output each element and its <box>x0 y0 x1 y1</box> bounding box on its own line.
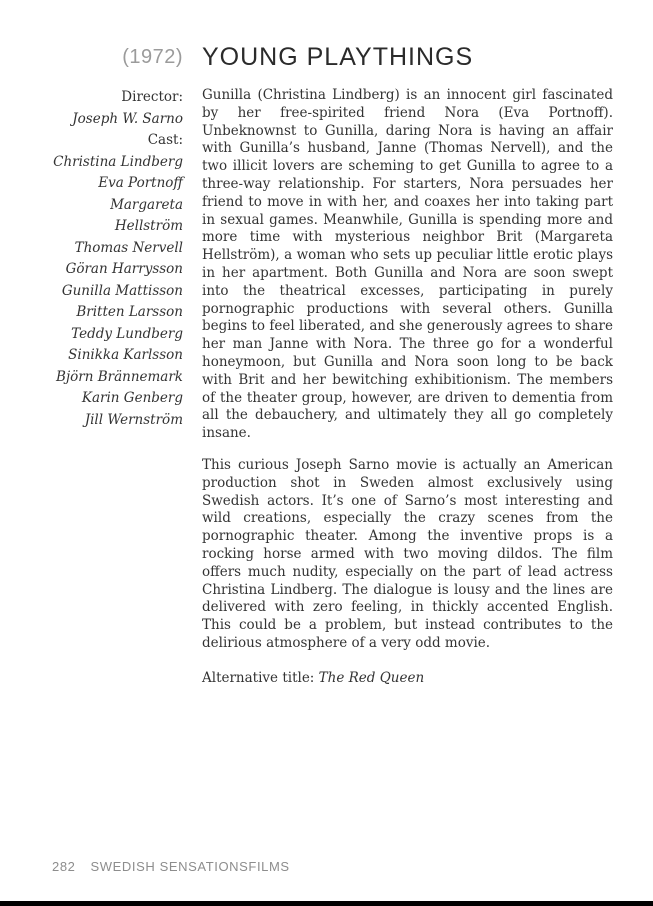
review-paragraph: This curious Joseph Sarno movie is actually an American production shot in Sweden almost exclusively using Swedish actors. It’s one of Sarno’s most interesting and wild creations, especially the crazy scenes from the pornographic theater. Among the inventive props is a rocking horse armed with two moving dildos. The film offers much nudity, especially on the part of lead actress Christina Lindberg. The dialogue is lousy and the lines are delivered with zero feeling, in thickly accented English. This could be a problem, but instead contributes to the delirious atmosphere of a very odd movie. <box>202 456 613 651</box>
cast-member-name: Sinikka Karlsson <box>68 347 183 363</box>
page-number: 282 <box>52 859 76 874</box>
alternative-title-line <box>202 670 613 688</box>
cast-member-name: Teddy Lundberg <box>71 325 183 342</box>
cast-label: Cast: <box>147 132 183 148</box>
director-name: Joseph W. Sarno <box>72 110 183 127</box>
bottom-black-bar <box>0 901 653 906</box>
cast-member-name: Thomas Nervell <box>74 239 183 256</box>
cast-member-name: Gunilla Mattisson <box>61 282 183 299</box>
film-year: (1972) <box>122 46 183 68</box>
credits-column <box>50 44 183 688</box>
cast-member-name: Jill Wernström <box>84 411 183 428</box>
director-label: Director: <box>121 89 183 105</box>
credits-block <box>50 87 183 431</box>
alternative-title-value: The Red Queen <box>318 669 425 686</box>
cast-member-name: Karin Genberg <box>81 390 183 406</box>
cast-member-name: Eva Portnoff <box>98 175 183 191</box>
cast-member-name: Björn Brännemark <box>56 368 183 385</box>
page-footer <box>52 859 290 874</box>
synopsis-paragraph: Gunilla (Christina Lindberg) is an innocent girl fascinated by her free-spirited friend Nora (Eva Portnoff). Unbeknownst to Gunilla, daring Nora is having an affair with Gunilla’s husband, Janne (Thomas Nervell), and the two illicit lovers are scheming to get Gunilla to agree to a three-way relationship. For starters, Nora persuades her friend to move in with her, and coaxes her into taking part in sexual games. Meanwhile, Gunilla is spending more and more time with mysterious neighbor Brit (Margareta Hellström), a woman who sets up peculiar little erotic plays in her apartment. Both Gunilla and Nora are soon swept into the theatrical excesses, participating in purely pornographic productions with several others. Gunilla begins to feel liberated, and she generously agrees to share her man Janne with Nora. The three go for a wonderful honeymoon, but Gunilla and Nora soon long to be back with Brit and her bewitching exhibitionism. The members of the theater group, however, are driven to dementia from all the debauchery, and ultimately they all go completely insane. <box>202 87 613 442</box>
cast-member-name: Britten Larsson <box>76 304 183 320</box>
cast-member-name: Christina Lindberg <box>53 153 183 170</box>
cast-member-name: Göran Harrysson <box>65 261 183 277</box>
film-title: YOUNG PLAYTHINGS <box>202 43 474 71</box>
text-column <box>202 44 613 688</box>
alternative-title-label: Alternative title: <box>202 669 319 686</box>
cast-list <box>50 152 183 432</box>
book-title: SWEDISH SENSATIONSFILMS <box>90 859 290 874</box>
cast-member-name: Margareta Hellström <box>110 196 183 234</box>
